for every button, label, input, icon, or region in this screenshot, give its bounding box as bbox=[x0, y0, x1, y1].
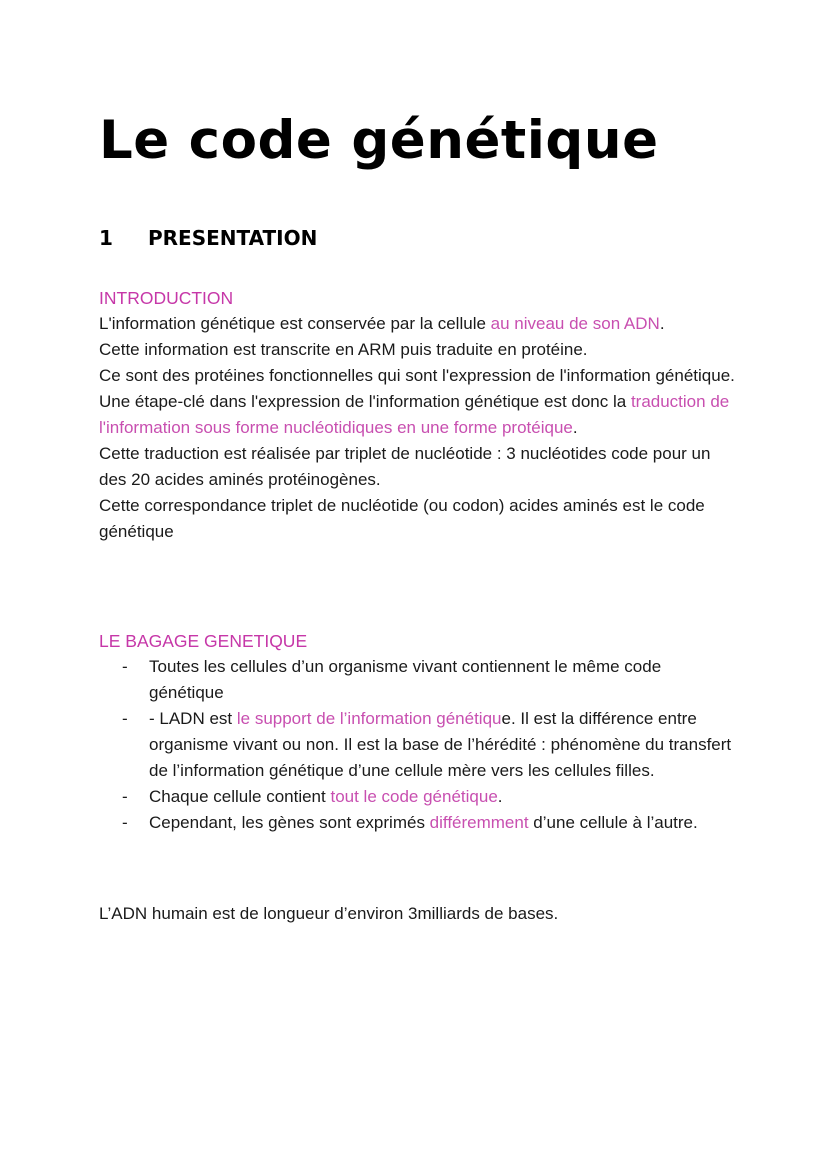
list-item-text-end: . bbox=[497, 787, 503, 806]
highlight-differemment: différemment bbox=[429, 813, 529, 832]
bagage-list bbox=[99, 654, 739, 836]
list-item bbox=[99, 706, 739, 784]
bullet-dash: - bbox=[122, 657, 128, 676]
list-item-text-end: e. Il est la différence entre organisme vivant ou non. Il est la base de l’hérédité : phénomène du transfert de l’information génétique d’une cellule mère vers les cellules filles. bbox=[149, 709, 732, 780]
section-title: PRESENTATION bbox=[148, 226, 318, 250]
list-item bbox=[99, 654, 739, 706]
list-item-text: Toutes les cellules d’un organisme vivant contiennent le même code génétique bbox=[149, 657, 662, 702]
bullet-dash: - bbox=[122, 813, 128, 832]
intro-p1-text: L'information génétique est conservée par la cellule bbox=[99, 314, 491, 333]
intro-paragraph-1 bbox=[99, 311, 739, 337]
bagage-section bbox=[99, 628, 739, 836]
section-heading-presentation bbox=[99, 224, 317, 252]
document-title: Le code génétique bbox=[99, 110, 659, 171]
highlight-support: le support de l’information génétiqu bbox=[236, 709, 502, 728]
bullet-dash: - bbox=[122, 709, 128, 728]
list-item bbox=[99, 784, 739, 810]
bagage-heading: LE BAGAGE GENETIQUE bbox=[99, 631, 308, 651]
introduction-section bbox=[99, 285, 739, 545]
highlight-traduction: traduction de l'information sous forme nucléotidiques en une forme protéique bbox=[99, 392, 730, 437]
list-item-text: - LADN est bbox=[149, 709, 237, 728]
highlight-code: tout le code génétique bbox=[330, 787, 498, 806]
list-item-text: Chaque cellule contient bbox=[149, 787, 331, 806]
list-item-text: Cependant, les gènes sont exprimés bbox=[149, 813, 430, 832]
intro-paragraph-5: Cette traduction est réalisée par triplet de nucléotide : 3 nucléotides code pour un des 20 acides aminés protéinogènes. bbox=[99, 444, 711, 489]
introduction-heading: INTRODUCTION bbox=[99, 288, 234, 308]
intro-p4-end: . bbox=[572, 418, 578, 437]
list-item-text-end: d’une cellule à l’autre. bbox=[528, 813, 698, 832]
closing-paragraph: L’ADN humain est de longueur d’environ 3milliards de bases. bbox=[99, 904, 559, 923]
intro-paragraph-3: Ce sont des protéines fonctionnelles qui sont l'expression de l'information génétique. bbox=[99, 366, 735, 385]
intro-paragraph-2: Cette information est transcrite en ARM puis traduite en protéine. bbox=[99, 340, 588, 359]
intro-p1-end: . bbox=[659, 314, 665, 333]
bullet-dash: - bbox=[122, 787, 128, 806]
list-item bbox=[99, 810, 739, 836]
intro-p4-text: Une étape-clé dans l'expression de l'information génétique est donc la bbox=[99, 392, 631, 411]
intro-paragraph-4 bbox=[99, 389, 739, 441]
intro-paragraph-6: Cette correspondance triplet de nucléotide (ou codon) acides aminés est le code génétique bbox=[99, 496, 705, 541]
section-number: 1 bbox=[99, 226, 113, 250]
highlight-adn: au niveau de son ADN bbox=[490, 314, 660, 333]
